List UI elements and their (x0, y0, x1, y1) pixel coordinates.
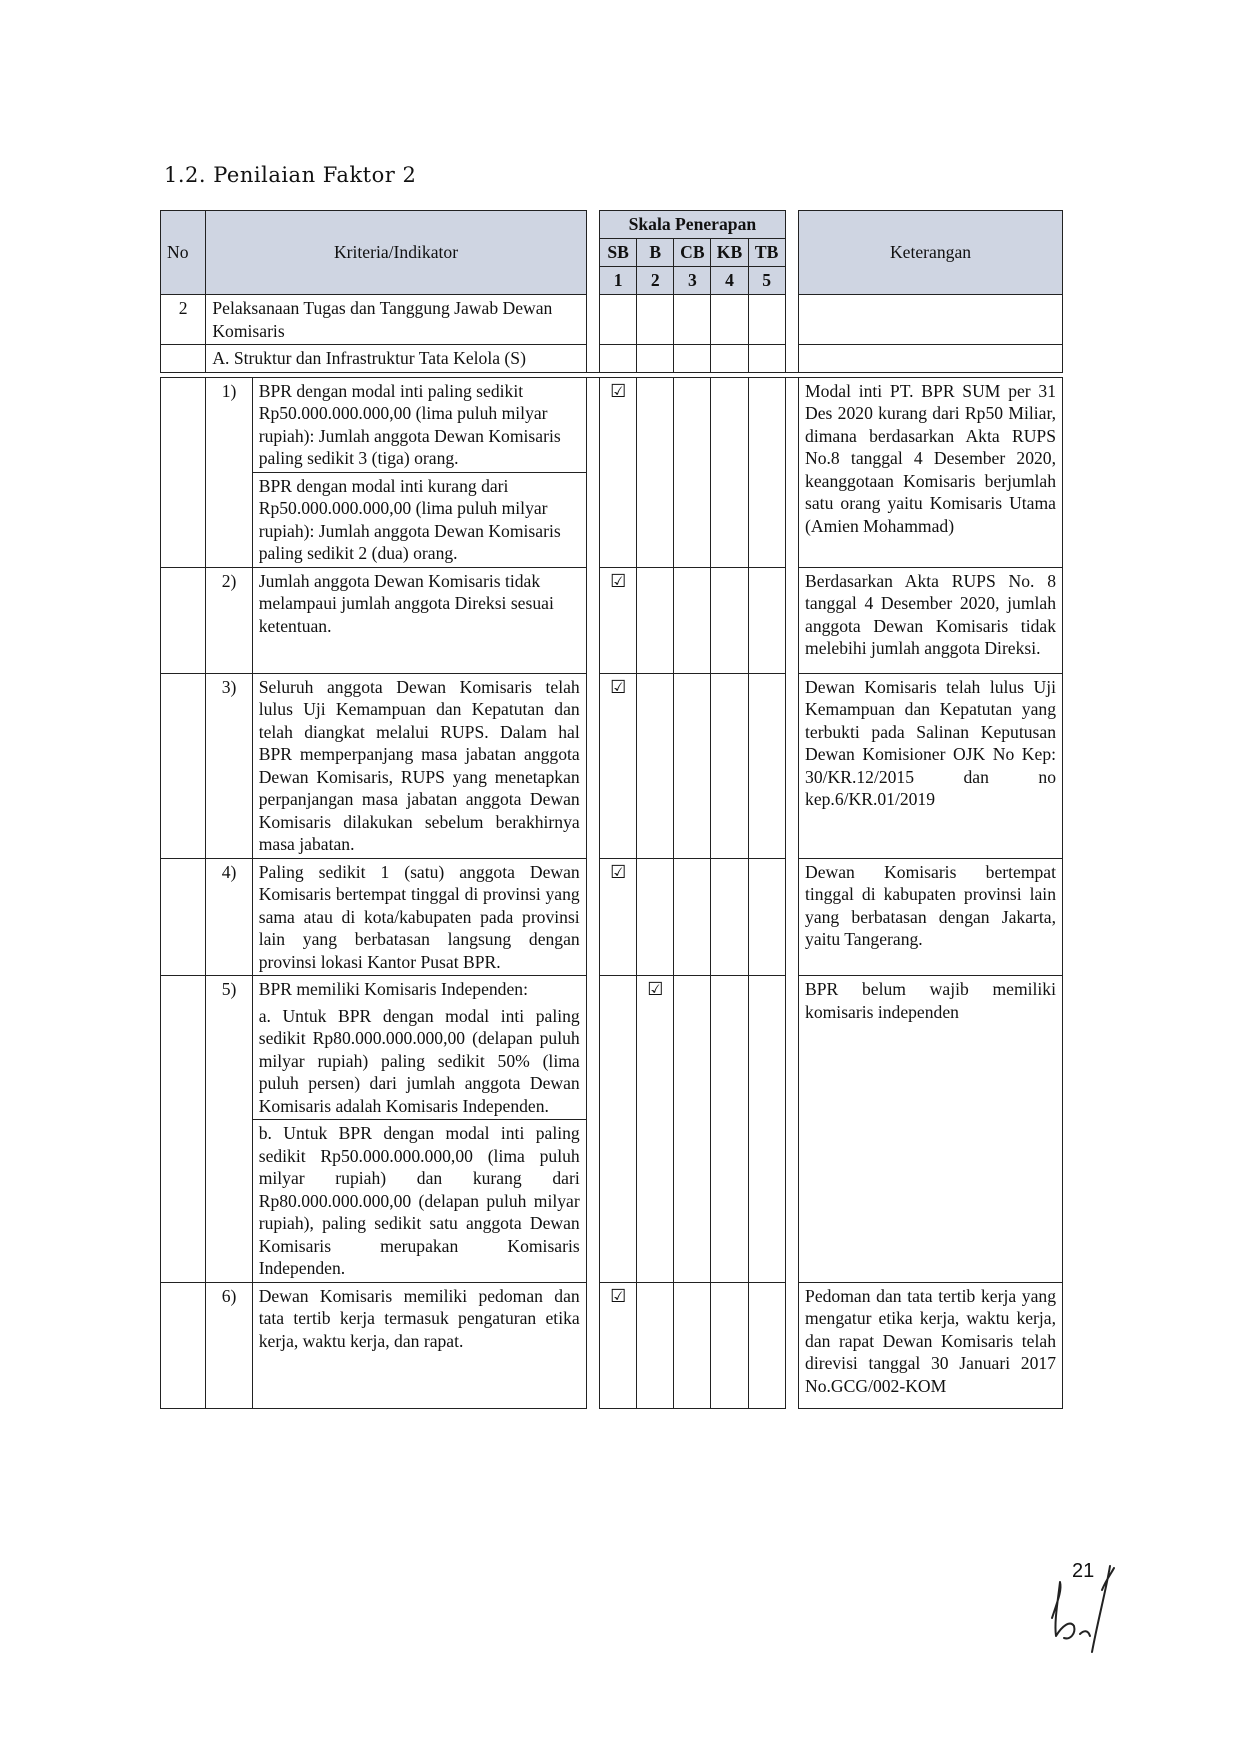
faktor-row (161, 295, 1063, 345)
section-title: 1.2. Penilaian Faktor 2 (164, 163, 417, 187)
score-cell (674, 1282, 711, 1408)
criteria-text-b: b. Untuk BPR dengan modal inti paling sedikit Rp50.000.000.000,00 (lima puluh milyar rupiah) dan kurang dari Rp80.000.000.000,00 (delapan puluh milyar rupiah), paling sedikit satu anggota Dewan Komisaris merupakan Komisaris Independen. (252, 1120, 586, 1283)
criteria-row (161, 673, 1063, 858)
score-cell (748, 1282, 785, 1408)
scale-number: 5 (748, 267, 785, 295)
score-cell (748, 567, 785, 673)
keterangan-text: Dewan Komisaris bertempat tinggal di kabupaten provinsi lain yang berbatasan dengan Jakarta, yaitu Tangerang. (799, 858, 1063, 976)
assessment-table (160, 210, 1063, 1409)
subsection-title: A. Struktur dan Infrastruktur Tata Kelola (S) (206, 345, 586, 373)
score-cell (637, 976, 674, 1283)
scale-number: 1 (600, 267, 637, 295)
checkbox-checked-icon: ☑ (647, 979, 664, 999)
row-number: 5) (206, 976, 252, 1283)
score-cell (637, 673, 674, 858)
keterangan-text: Modal inti PT. BPR SUM per 31 Des 2020 kurang dari Rp50 Miliar, dimana berdasarkan Akta RUPS No.8 tanggal 4 Desember 2020, keanggotaan Komisaris berjumlah satu orang yaitu Komisaris Utama (Amien Mohammad) (799, 377, 1063, 567)
keterangan-text: Berdasarkan Akta RUPS No. 8 tanggal 4 Desember 2020, jumlah anggota Dewan Komisaris tidak melebihi jumlah anggota Direksi. (799, 567, 1063, 673)
header-keterangan: Keterangan (799, 211, 1063, 295)
criteria-text: Paling sedikit 1 (satu) anggota Dewan Komisaris bertempat tinggal di provinsi yang sama atau di kota/kabupaten pada provinsi lain yang berbatasan langsung dengan provinsi lokasi Kantor Pusat BPR. (252, 858, 586, 976)
criteria-text: Jumlah anggota Dewan Komisaris tidak melampaui jumlah anggota Direksi sesuai ketentuan. (252, 567, 586, 673)
score-cell (748, 976, 785, 1283)
checkbox-checked-icon: ☑ (610, 570, 627, 591)
scale-label: KB (711, 239, 748, 267)
score-cell (600, 567, 637, 673)
criteria-text: Dewan Komisaris memiliki pedoman dan tata tertib kerja termasuk pengaturan etika kerja, waktu kerja, dan rapat. (252, 1282, 586, 1408)
checkbox-checked-icon: ☑ (610, 861, 627, 882)
criteria-row (161, 567, 1063, 673)
scale-label: SB (600, 239, 637, 267)
header-kriteria: Kriteria/Indikator (206, 211, 586, 295)
score-cell (600, 673, 637, 858)
criteria-row (161, 377, 1063, 472)
score-cell (674, 858, 711, 976)
criteria-row (161, 1282, 1063, 1408)
score-cell (711, 377, 748, 567)
page-number: 21 (1072, 1560, 1095, 1582)
criteria-text: BPR memiliki Komisaris Independen: (252, 976, 586, 1003)
score-cell (711, 673, 748, 858)
score-cell (600, 377, 637, 567)
score-cell (600, 976, 637, 1283)
row-number: 2) (206, 567, 252, 673)
score-cell (711, 567, 748, 673)
scale-number: 3 (674, 267, 711, 295)
score-cell (748, 858, 785, 976)
score-cell (674, 567, 711, 673)
checkbox-checked-icon: ☑ (610, 1285, 627, 1306)
criteria-text-a: a. Untuk BPR dengan modal inti paling sedikit Rp80.000.000.000,00 (delapan puluh milyar rupiah) paling sedikit 50% (lima puluh persen) dari jumlah anggota Dewan Komisaris adalah Komisaris Independen. (252, 1003, 586, 1120)
scale-label: CB (674, 239, 711, 267)
score-cell (711, 1282, 748, 1408)
criteria-text-a: BPR dengan modal inti paling sedikit Rp50.000.000.000,00 (lima puluh milyar rupiah): Jumlah anggota Dewan Komisaris paling sedikit 3 (tiga) orang. (252, 377, 586, 472)
criteria-row (161, 976, 1063, 1003)
score-cell (711, 858, 748, 976)
scale-number: 2 (637, 267, 674, 295)
scale-number: 4 (711, 267, 748, 295)
score-cell (637, 567, 674, 673)
score-cell (674, 976, 711, 1283)
score-cell (600, 858, 637, 976)
score-cell (637, 377, 674, 567)
scale-label: TB (748, 239, 785, 267)
row-number: 3) (206, 673, 252, 858)
score-cell (748, 673, 785, 858)
keterangan-text: Dewan Komisaris telah lulus Uji Kemampuan dan Kepatutan yang terbukti pada Salinan Keputusan Dewan Komisioner OJK No Kep: 30/KR.12/2015 dan no kep.6/KR.01/2019 (799, 673, 1063, 858)
keterangan-text: BPR belum wajib memiliki komisaris independen (799, 976, 1063, 1283)
header-no: No (161, 211, 206, 295)
scale-label: B (637, 239, 674, 267)
criteria-text: Seluruh anggota Dewan Komisaris telah lulus Uji Kemampuan dan Kepatutan dan telah diangkat melalui RUPS. Dalam hal BPR memperpanjang masa jabatan anggota Dewan Komisaris, RUPS yang menetapkan perpanjangan masa jabatan anggota Dewan Komisaris dilakukan sebelum berakhirnya masa jabatan. (252, 673, 586, 858)
keterangan-text: Pedoman dan tata tertib kerja yang mengatur etika kerja, waktu kerja, dan rapat Dewan Komisaris telah direvisi tanggal 30 Januari 2017 No.GCG/002-KOM (799, 1282, 1063, 1408)
row-number: 6) (206, 1282, 252, 1408)
checkbox-checked-icon: ☑ (610, 676, 627, 697)
score-cell (637, 1282, 674, 1408)
criteria-text-b: BPR dengan modal inti kurang dari Rp50.000.000.000,00 (lima puluh milyar rupiah): Jumlah anggota Dewan Komisaris paling sedikit 2 (dua) orang. (252, 472, 586, 567)
score-cell (600, 1282, 637, 1408)
score-cell (637, 858, 674, 976)
subsection-row (161, 345, 1063, 373)
header-skala: Skala Penerapan (600, 211, 786, 239)
score-cell (674, 377, 711, 567)
faktor-no: 2 (161, 295, 206, 345)
row-number: 4) (206, 858, 252, 976)
row-number: 1) (206, 377, 252, 567)
score-cell (674, 673, 711, 858)
score-cell (748, 377, 785, 567)
faktor-title: Pelaksanaan Tugas dan Tanggung Jawab Dewan Komisaris (206, 295, 586, 345)
score-cell (711, 976, 748, 1283)
checkbox-checked-icon: ☑ (610, 380, 627, 401)
criteria-row (161, 858, 1063, 976)
